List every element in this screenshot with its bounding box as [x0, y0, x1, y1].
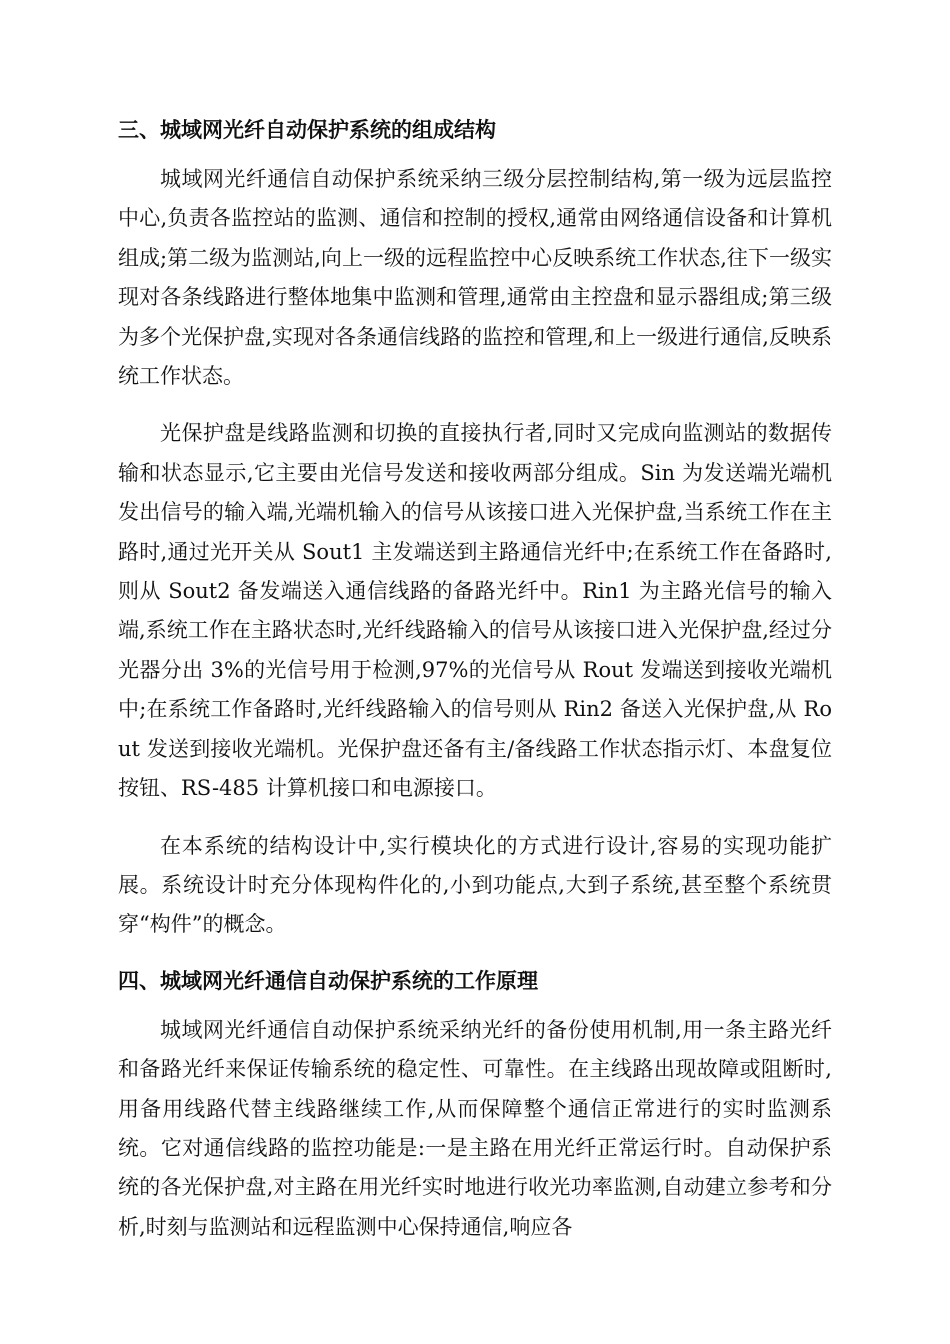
paragraph-optical-protection-board: 光保护盘是线路监测和切换的直接执行者,同时又完成向监测站的数据传输和状态显示,它主要由光信号发送和接收两部分组成。Sin 为发送端光端机发出信号的输入端,光端机输入的信号从该接口进入光保护盘,当系统工作在主路时,通过光开关从 Sout1 主发端送到主路通信光纤中;在系统工作在备路时,则从 Sout2 备发端送入通信线路的备路光纤中。Rin1 为主路光信号的输入端,系统工作在主路状态时,光纤线路输入的信号从该接口进入光保护盘,经过分光器分出 3%的光信号用于检测,97%的光信号从 Rout 发端送到接收光端机中;在系统工作备路时,光纤线路输入的信号则从 Rin2 备送入光保护盘,从 Rout 发送到接收光端机。光保护盘还备有主/备线路工作状态指示灯、本盘复位按钮、RS-485 计算机接口和电源接口。 — [118, 421, 832, 801]
paragraph-three-tier-structure: 城域网光纤通信自动保护系统采纳三级分层控制结构,第一级为远层监控中心,负责各监控站的监测、通信和控制的授权,通常由网络通信设备和计算机组成;第二级为监测站,向上一级的远程监控中心反映系统工作状态,往下一级实现对各条线路进行整体地集中监测和管理,通常由主控盘和显示器组成;第三级为多个光保护盘,实现对各条通信线路的监控和管理,和上一级进行通信,反映系统工作状态。 — [118, 167, 832, 389]
paragraph-backup-mechanism: 城域网光纤通信自动保护系统采纳光纤的备份使用机制,用一条主路光纤和备路光纤来保证传输系统的稳定性、可靠性。在主线路出现故障或阻断时,用备用线路代替主线路继续工作,从而保障整个通信正常进行的实时监测系统。它对通信线路的监控功能是:一是主路在用光纤正常运行时。自动保护系统的各光保护盘,对主路在用光纤实时地进行收光功率监测,自动建立参考和分析,时刻与监测站和远程监测中心保持通信,响应各 — [118, 1017, 832, 1239]
document-body — [118, 112, 832, 1247]
section-heading-working-principle: 四、城域网光纤通信自动保护系统的工作原理 — [118, 968, 538, 993]
paragraph-modular-design: 在本系统的结构设计中,实行模块化的方式进行设计,容易的实现功能扩展。系统设计时充分体现构件化的,小到功能点,大到子系统,甚至整个系统贯穿“构件”的概念。 — [118, 833, 832, 937]
section-heading-structure: 三、城域网光纤自动保护系统的组成结构 — [118, 118, 496, 142]
